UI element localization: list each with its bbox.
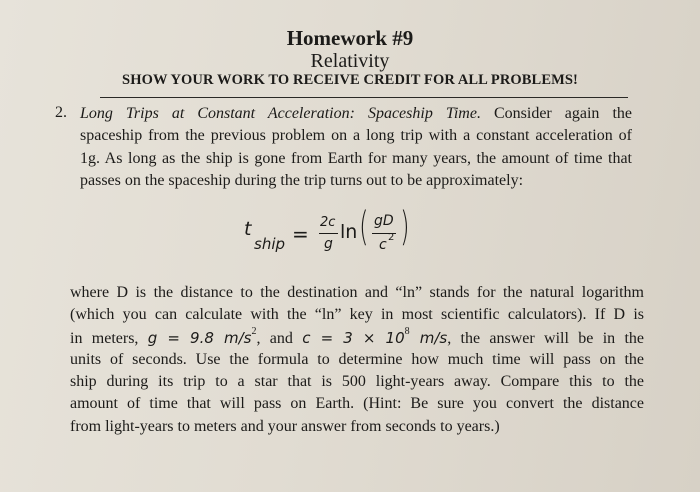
light-speed-unit: m/s — [409, 328, 448, 347]
header-divider — [100, 97, 628, 98]
formula-ln: ln — [340, 221, 358, 243]
body-line: units of seconds. Use the formula to determine how much time will pass on the — [70, 350, 644, 368]
problem-number: 2. — [55, 104, 67, 121]
formula-coefficient-bar — [319, 233, 338, 234]
body-line: from light-years to meters and your answer from seconds to years.) — [70, 417, 500, 435]
body-line: where D is the distance to the destination and “ln” stands for the natural logarithm — [70, 284, 644, 301]
body-line: ship during its trip to a star that is 500 light-years away. Compare this to the — [70, 373, 644, 391]
intro-line — [80, 103, 632, 125]
intro-text: Consider again the — [480, 105, 633, 122]
problem-intro — [80, 103, 632, 192]
formula-left-paren: ( — [359, 204, 369, 250]
intro-line: 1g. As long as the ship is gone from Earth for many years, the amount of time that — [80, 149, 632, 167]
instruction-banner: SHOW YOUR WORK TO RECEIVE CREDIT FOR ALL PROBLEMS! — [122, 72, 578, 88]
gravity-exponent: 2 — [251, 325, 257, 337]
formula-lhs-subscript: ship — [254, 235, 286, 253]
formula-right-paren: ) — [400, 204, 410, 250]
body-line-constants: in meters, g = 9.8 $m/s^2$, and $c = 3 \times 10^8$ m/s, the answer will be in the — [70, 325, 645, 347]
body-line: (which you can calculate with the “ln” key in most scientific calculators). If D is — [70, 306, 644, 324]
light-speed-exponent: 8 — [404, 325, 410, 337]
intro-line: passes on the spaceship during the trip turns out to be approximately: — [80, 171, 524, 189]
light-speed-constant: c = 3 × 10 — [302, 328, 405, 347]
formula-arg-numerator: gD — [374, 213, 394, 229]
formula-equals: = — [292, 222, 309, 246]
page-subtitle: Relativity — [310, 50, 390, 72]
formula-arg-exponent: 2 — [388, 232, 395, 243]
gravity-constant: g = 9.8 m/s — [147, 328, 252, 347]
formula-arg-denominator: c — [379, 237, 387, 253]
formula-coefficient-numerator: 2c — [320, 215, 336, 230]
body-line: amount of time that will pass on Earth. (Hint: Be sure you convert the distance — [70, 395, 644, 413]
formula-lhs-variable: t — [244, 218, 252, 240]
problem-body — [70, 282, 644, 438]
spaceship-time-formula — [244, 204, 444, 272]
formula-coefficient-denominator: g — [324, 236, 333, 252]
intro-line: spaceship from the previous problem on a long trip with a constant acceleration of — [80, 127, 632, 145]
page-title: Homework #9 — [286, 26, 414, 50]
problem-heading: Long Trips at Constant Acceleration: Spaceship Time. — [80, 105, 481, 122]
